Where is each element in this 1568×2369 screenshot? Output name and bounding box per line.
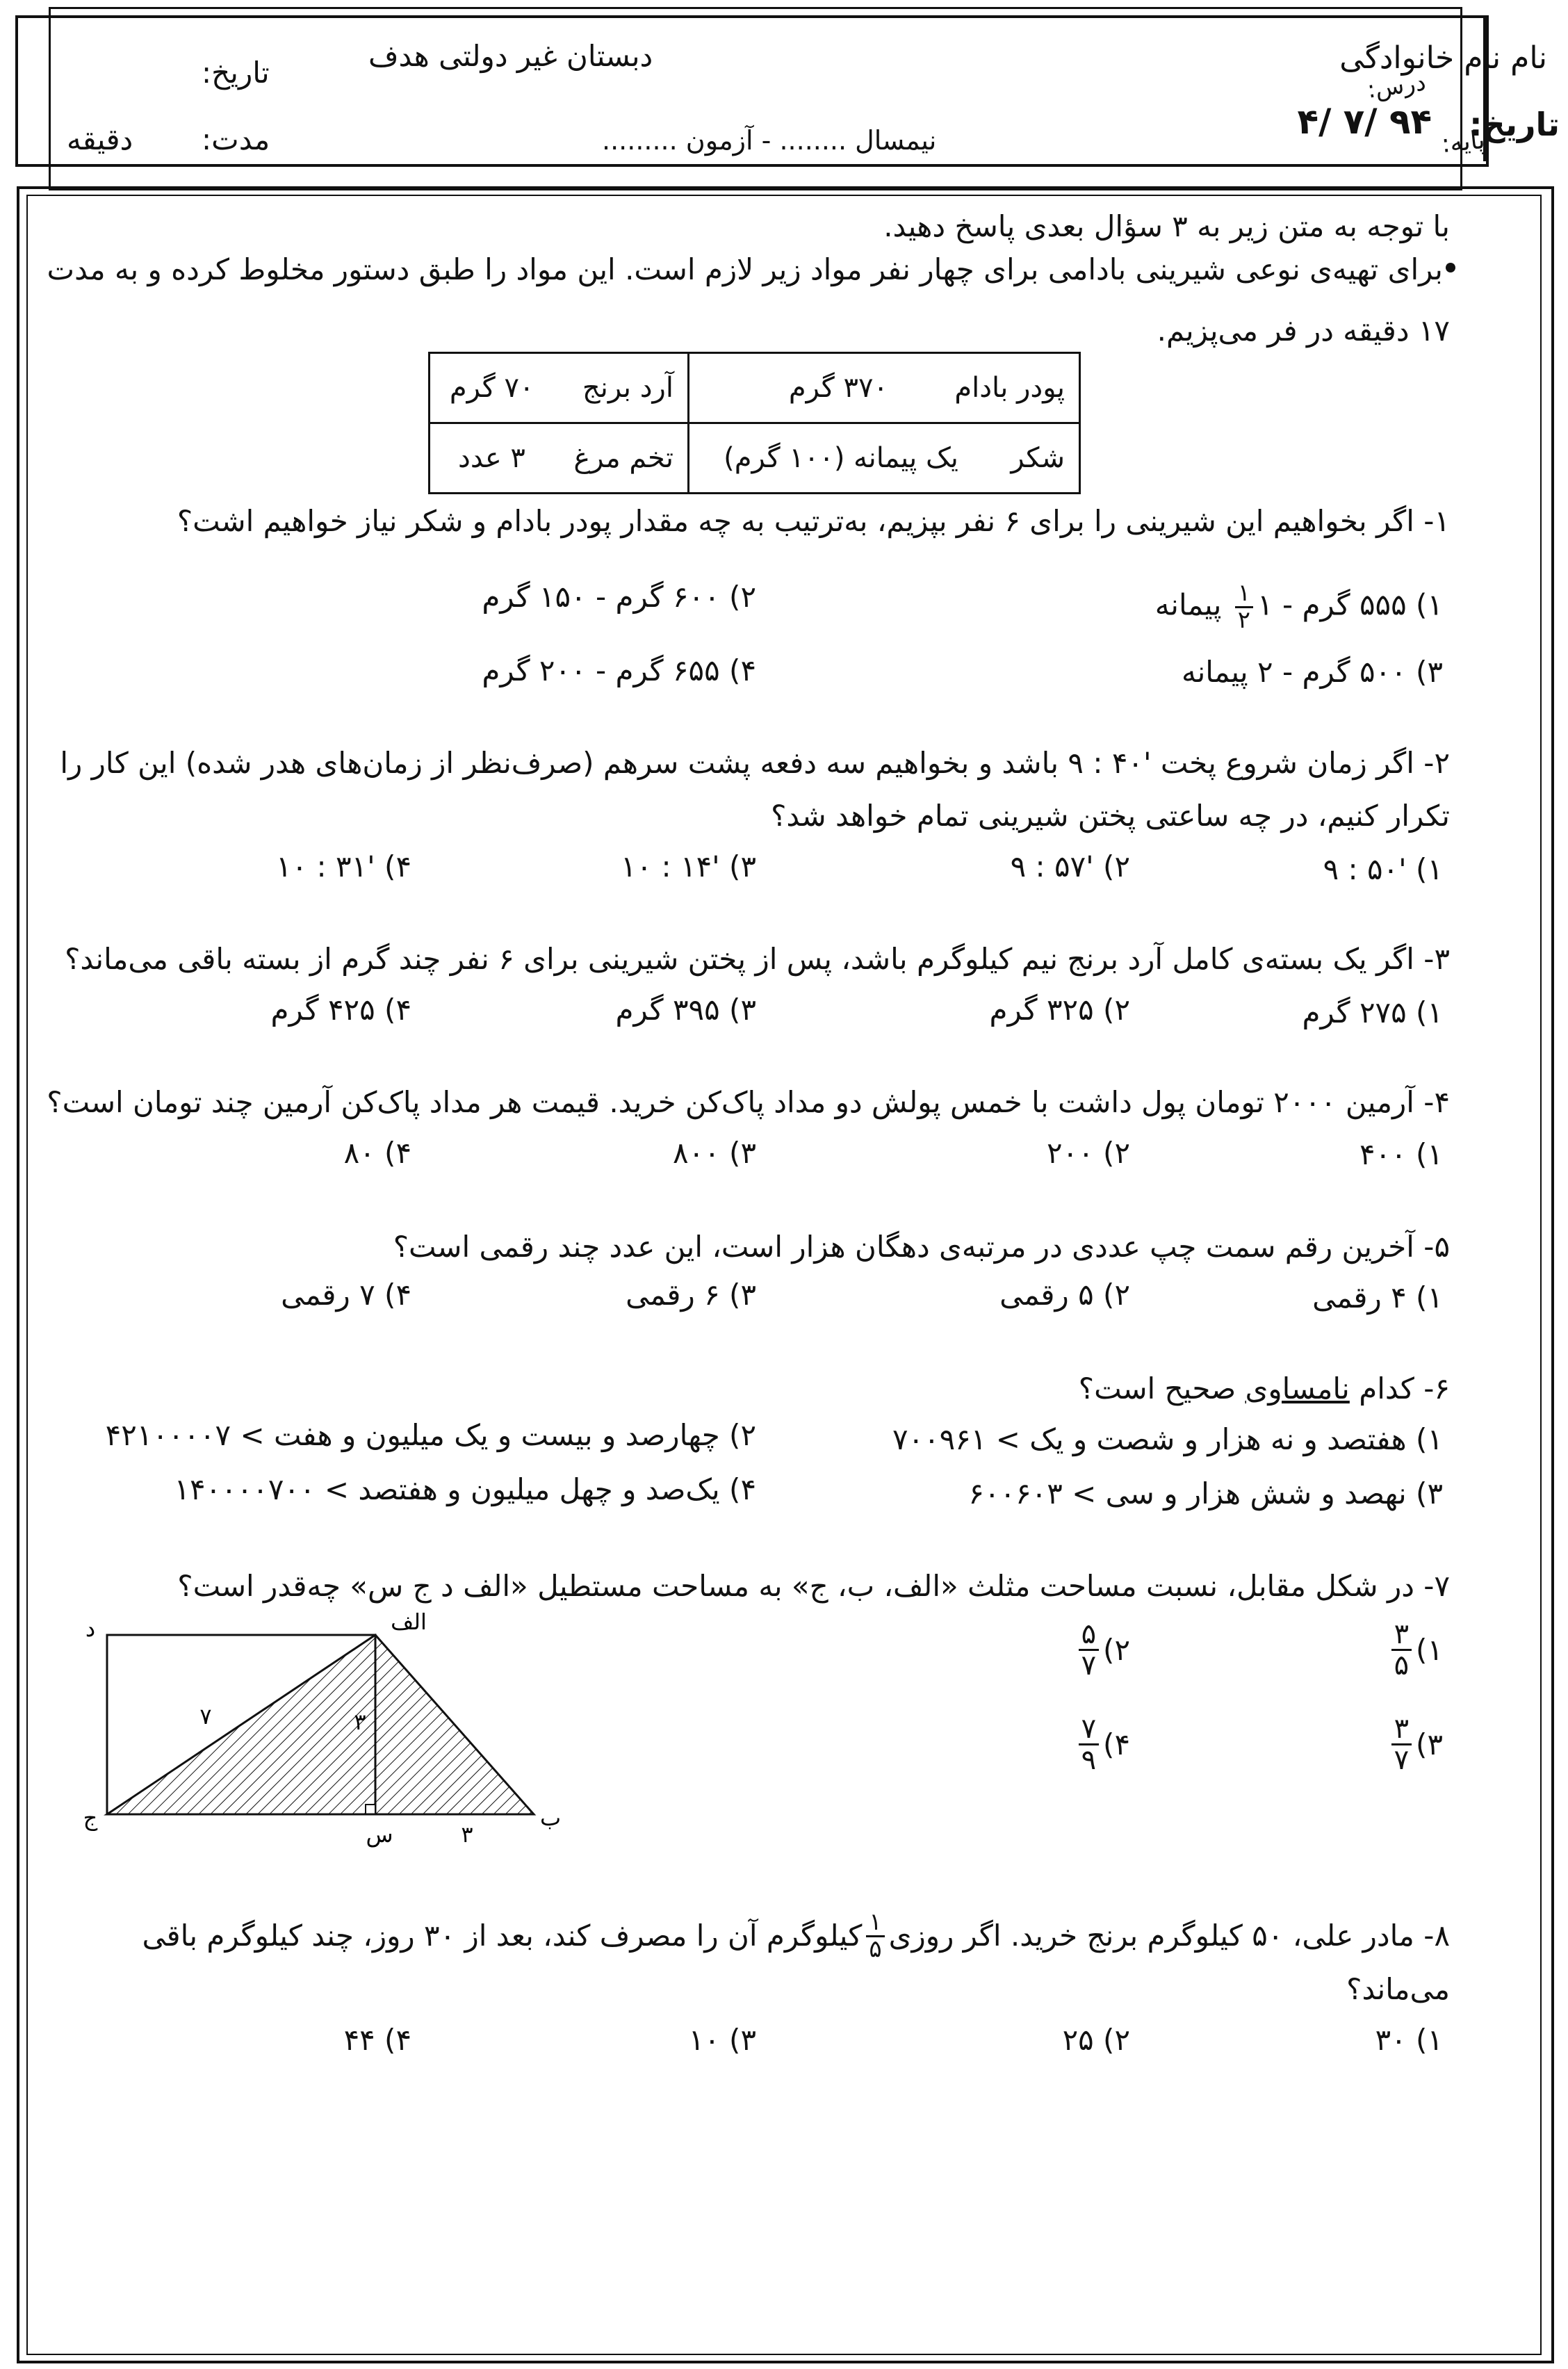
question-6-text: ۶- کدام نامساوی صحیح است؟ bbox=[1078, 1371, 1450, 1406]
q2-option-3: ۳) '۱۴ : ۱۰ bbox=[621, 849, 756, 884]
question-2-text-1: ۲- اگر زمان شروع پخت '۴۰ : ۹ باشد و بخواهیم سه دفعه پشت سرهم (صرف‌نظر از زمان‌های هدر شده) این کار را bbox=[60, 746, 1450, 780]
ingredient-name: شکر bbox=[1011, 442, 1065, 474]
vertex-be: ب bbox=[539, 1805, 562, 1831]
q2-option-4: ۴) '۳۱ : ۱۰ bbox=[276, 849, 411, 884]
q7-option-2: ۲) $\frac{۵}{۷}$ bbox=[1075, 1620, 1130, 1680]
height-3-label: ۳ bbox=[354, 1709, 366, 1735]
q4-option-2: ۲) ۲۰۰ bbox=[1047, 1136, 1130, 1170]
q5-option-2: ۲) ۵ رقمی bbox=[999, 1278, 1130, 1312]
q4-option-3: ۳) ۸۰۰ bbox=[673, 1136, 756, 1170]
question-1-text: ۱- اگر بخواهیم این شیرینی را برای ۶ نفر بپزیم، به‌ترتیب به چه مقدار پودر بادام و شکر نیاز خواهیم اشت؟ bbox=[177, 504, 1450, 538]
bullet-dot bbox=[1446, 263, 1455, 272]
table-row bbox=[430, 423, 1080, 494]
q7-option-1: ۱) $\frac{۳}{۵}$ bbox=[1387, 1620, 1443, 1680]
q2-option-2: ۲) '۵۷ : ۹ bbox=[1010, 849, 1130, 884]
ingredient-name: تخم مرغ bbox=[573, 442, 673, 474]
date-label-right: تاریخ: bbox=[1469, 106, 1560, 143]
question-8-text-2: می‌ماند؟ bbox=[1346, 1972, 1450, 2006]
q1-option-1: ۱) ۵۵۵ گرم - ۱ $\frac{۱}{۲}$ پیمانه bbox=[1154, 579, 1443, 634]
fraction: $\frac{۱}{۵}$ bbox=[866, 1910, 884, 1962]
fraction: $\frac{۳}{۷}$ bbox=[1391, 1714, 1412, 1775]
right-angle-marker bbox=[366, 1805, 375, 1814]
question-8-text-1: ۸- مادر علی، ۵۰ کیلوگرم برنج خرید. اگر روزی $\frac{۱}{۵}$ کیلوگرم آن را مصرف کند، بعد از ۳۰ روز، چند کیلوگرم باقی bbox=[142, 1908, 1450, 1963]
question-2-text-2: تکرار کنیم، در چه ساعتی پختن شیرینی تمام خواهد شد؟ bbox=[771, 799, 1450, 833]
ingredient-name: پودر بادام bbox=[954, 372, 1065, 404]
mixed-fraction: $\frac{۱}{۲}$ bbox=[1235, 581, 1253, 633]
q4-option-1: ۱) ۴۰۰ bbox=[1359, 1137, 1443, 1171]
school-name: دبستان غیر دولتی هدف bbox=[368, 39, 653, 73]
q4-option-4: ۴) ۸۰ bbox=[343, 1136, 411, 1170]
ingredient-amount: ۳ عدد bbox=[458, 442, 525, 474]
triangle-rectangle-figure bbox=[70, 1613, 598, 1849]
q7-option-3: ۳) $\frac{۳}{۷}$ bbox=[1387, 1714, 1443, 1775]
q5-option-4: ۴) ۷ رقمی bbox=[281, 1278, 411, 1312]
q6-option-2: ۲) چهارصد و بیست و یک میلیون و هفت > ۴۲۱۰۰۰۰۷ bbox=[105, 1418, 756, 1452]
q3-option-3: ۳) ۳۹۵ گرم bbox=[615, 993, 756, 1027]
ingredients-table bbox=[428, 352, 1081, 494]
header-inner-frame bbox=[49, 7, 1462, 190]
question-3-text: ۳- اگر یک بسته‌ی کامل آرد برنج نیم کیلوگرم باشد، پس از پختن شیرینی برای ۶ نفر چند گرم از بسته باقی می‌ماند؟ bbox=[65, 942, 1450, 976]
q5-option-3: ۳) ۶ رقمی bbox=[626, 1278, 756, 1312]
semester-exam: نیمسال ........ - آزمون ......... bbox=[602, 125, 937, 156]
q5-option-1: ۱) ۴ رقمی bbox=[1312, 1280, 1443, 1314]
q6-option-3: ۳) نهصد و شش هزار و سی > ۶۰۰۶۰۳ bbox=[968, 1476, 1443, 1511]
table-cell bbox=[689, 353, 1080, 423]
date-value: ۹۴ /۷ /۴ bbox=[1297, 101, 1432, 142]
q8-option-1: ۱) ۳۰ bbox=[1375, 2023, 1443, 2057]
table-cell bbox=[430, 353, 689, 423]
date-label-left: تاریخ: bbox=[202, 56, 270, 90]
intro-line-3: ۱۷ دقیقه در فر می‌پزیم. bbox=[1157, 314, 1450, 348]
fraction: $\frac{۳}{۵}$ bbox=[1391, 1620, 1412, 1680]
base-3-label: ۳ bbox=[461, 1821, 473, 1848]
vertex-d: د bbox=[85, 1615, 96, 1642]
fraction: $\frac{۷}{۹}$ bbox=[1079, 1714, 1099, 1775]
fraction: $\frac{۵}{۷}$ bbox=[1079, 1620, 1099, 1680]
hatched-triangle bbox=[107, 1635, 534, 1814]
length-7-label: ۷ bbox=[199, 1703, 212, 1729]
ingredient-amount: ۳۷۰ گرم bbox=[788, 372, 888, 404]
vertex-jim: ج bbox=[83, 1805, 98, 1831]
q1-option-3: ۳) ۵۰۰ گرم - ۲ پیمانه bbox=[1182, 655, 1443, 689]
table-cell bbox=[689, 423, 1080, 494]
duration-label: مدت: bbox=[202, 122, 270, 156]
q3-option-2: ۲) ۳۲۵ گرم bbox=[989, 993, 1130, 1027]
table-cell bbox=[430, 423, 689, 494]
q6-option-1: ۱) هفتصد و نه هزار و شصت و یک > ۷۰۰۹۶۱ bbox=[892, 1422, 1443, 1456]
minutes-label: دقیقه bbox=[67, 122, 133, 156]
vertex-sin: س bbox=[366, 1821, 393, 1848]
ingredient-amount: یک پیمانه (۱۰۰ گرم) bbox=[724, 442, 958, 474]
q7-option-4: ۴) $\frac{۷}{۹}$ bbox=[1075, 1714, 1130, 1775]
lesson-label: درس: bbox=[1366, 68, 1428, 104]
q3-option-4: ۴) ۴۲۵ گرم bbox=[270, 993, 411, 1027]
intro-line-1: با توجه به متن زیر به ۳ سؤال بعدی پاسخ دهید. bbox=[883, 209, 1450, 243]
vertex-alef: الف bbox=[391, 1613, 427, 1635]
ingredient-amount: ۷۰ گرم bbox=[449, 372, 534, 404]
question-4-text: ۴- آرمین ۲۰۰۰ تومان پول داشت با خمس پولش دو مداد پاک‌کن خرید. قیمت هر مداد پاک‌کن آرمین چند تومان است؟ bbox=[47, 1085, 1450, 1119]
q1-option-4: ۴) ۶۵۵ گرم - ۲۰۰ گرم bbox=[482, 653, 756, 687]
q1-option-2: ۲) ۶۰۰ گرم - ۱۵۰ گرم bbox=[482, 580, 756, 614]
intro-line-2: برای تهیه‌ی نوعی شیرینی بادامی برای چهار نفر مواد زیر لازم است. این مواد را طبق دستور مخلوط کرده و به مدت bbox=[47, 252, 1443, 286]
name-label: نام نام خانوادگی bbox=[1339, 40, 1547, 76]
grade-label: پایه: bbox=[1439, 125, 1486, 159]
table-row bbox=[430, 353, 1080, 423]
q2-option-1: ۱) '۵۰ : ۹ bbox=[1323, 852, 1443, 886]
q3-option-1: ۱) ۲۷۵ گرم bbox=[1302, 995, 1443, 1029]
q6-option-4: ۴) یک‌صد و چهل میلیون و هفتصد > ۱۴۰۰۰۰۷۰۰ bbox=[174, 1472, 756, 1506]
ingredient-name: آرد برنج bbox=[582, 372, 673, 404]
q8-option-4: ۴) ۴۴ bbox=[343, 2023, 411, 2057]
question-7-text: ۷- در شکل مقابل، نسبت مساحت مثلث «الف، ب، ج» به مساحت مستطیل «الف د ج س» چه‌قدر است؟ bbox=[177, 1569, 1450, 1603]
question-5-text: ۵- آخرین رقم سمت چپ عددی در مرتبه‌ی دهگان هزار است، این عدد چند رقمی است؟ bbox=[393, 1230, 1450, 1264]
q8-option-3: ۳) ۱۰ bbox=[688, 2023, 756, 2057]
underlined-word: نامساوی bbox=[1245, 1371, 1350, 1406]
q8-option-2: ۲) ۲۵ bbox=[1062, 2023, 1130, 2057]
